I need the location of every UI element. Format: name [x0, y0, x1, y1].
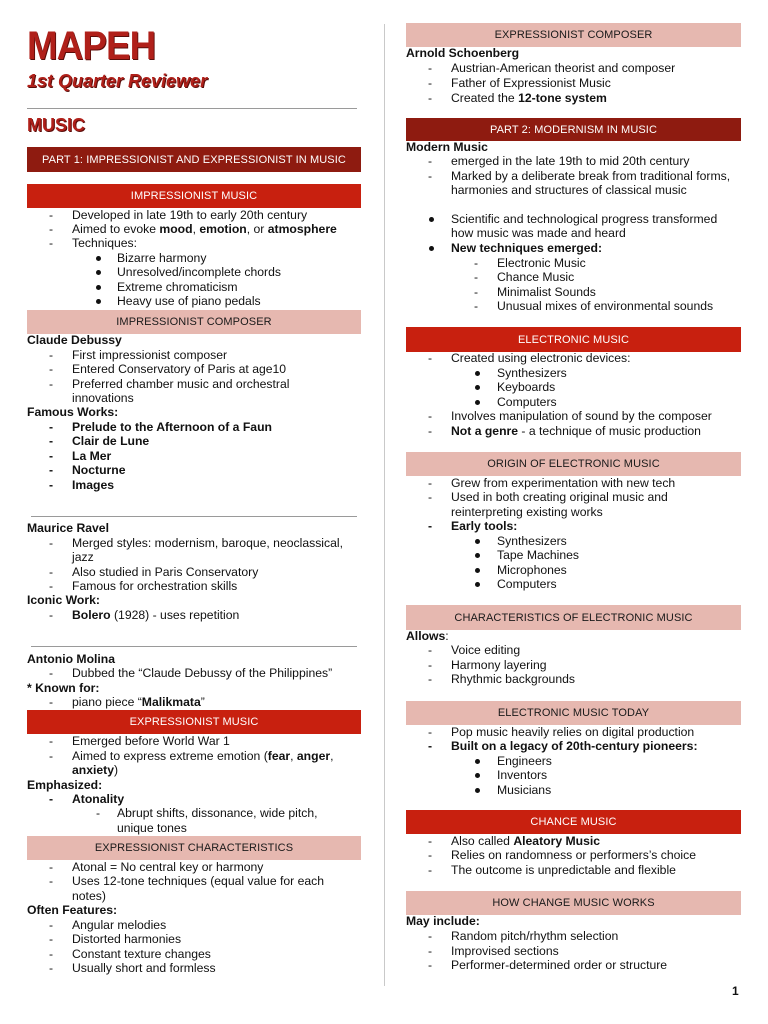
how-b1: Random pitch/rhythm selection	[451, 929, 619, 943]
electronic-b1: Created using electronic devices:	[451, 351, 631, 365]
technique-minimalist: Minimalist Sounds	[497, 285, 596, 299]
tool-1: Synthesizers	[497, 534, 567, 548]
impressionist-music-heading: IMPRESSIONIST MUSIC	[27, 184, 361, 208]
dash-bullet: -	[428, 944, 433, 958]
dash-bullet: -	[49, 918, 54, 932]
dash-bullet: -	[49, 932, 54, 946]
origin-heading: ORIGIN OF ELECTRONIC MUSIC	[406, 452, 741, 476]
dot-bullet	[429, 246, 434, 251]
dash-bullet: -	[49, 947, 54, 961]
divider-molina	[31, 646, 357, 647]
pioneer-2: Inventors	[497, 768, 548, 782]
dash-bullet: -	[428, 863, 433, 877]
dash-bullet: -	[428, 519, 433, 533]
chance-b2: Relies on randomness or performers’s choice	[451, 848, 696, 862]
work-4: Nocturne	[72, 463, 126, 477]
dash-bullet: -	[428, 929, 433, 943]
document-subtitle: 1st Quarter Reviewer	[27, 71, 208, 91]
impressionist-b1: Developed in late 19th to early 20th century	[72, 208, 308, 222]
dot-bullet	[96, 299, 101, 304]
dash-bullet: -	[49, 377, 54, 391]
dash-bullet: -	[428, 169, 433, 183]
today-b1: Pop music heavily relies on digital production	[451, 725, 695, 739]
modern-music-name: Modern Music	[406, 140, 488, 154]
dash-bullet: -	[49, 860, 54, 874]
dash-bullet: -	[49, 695, 54, 709]
emphasized-label: Emphasized:	[27, 778, 103, 792]
dot-bullet	[475, 773, 480, 778]
often-features-label: Often Features:	[27, 903, 118, 917]
dash-bullet: -	[474, 285, 479, 299]
electronic-music-heading: ELECTRONIC MUSIC	[406, 327, 741, 352]
dash-bullet: -	[49, 536, 54, 550]
dash-bullet: -	[428, 672, 433, 686]
technique-electronic: Electronic Music	[497, 256, 586, 270]
chance-b3: The outcome is unpredictable and flexible	[451, 863, 676, 877]
ravel-b3: Famous for orchestration skills	[72, 579, 238, 593]
impressionist-b2: Aimed to evoke mood, emotion, or atmosphere	[72, 222, 337, 236]
work-2: Clair de Lune	[72, 434, 150, 448]
allows-label: Allows:	[406, 629, 449, 643]
dash-bullet: -	[49, 874, 54, 888]
feature-1: Angular melodies	[72, 918, 167, 932]
dot-bullet	[475, 553, 480, 558]
pioneer-3: Musicians	[497, 783, 552, 797]
dash-bullet: -	[49, 463, 54, 477]
today-b2: Built on a legacy of 20th-century pioneers:	[451, 739, 698, 753]
dash-bullet: -	[49, 434, 54, 448]
dash-bullet: -	[428, 351, 433, 365]
debussy-b3b: innovations	[72, 391, 134, 405]
modern-b2a: Marked by a deliberate break from traditional forms,	[451, 169, 731, 183]
molina-b2: piano piece “Malikmata”	[72, 695, 205, 709]
allows-1: Voice editing	[451, 643, 521, 657]
dash-bullet: -	[49, 565, 54, 579]
dash-bullet: -	[474, 299, 479, 313]
allows-2: Harmony layering	[451, 658, 547, 672]
dash-bullet: -	[49, 579, 54, 593]
dash-bullet: -	[428, 154, 433, 168]
today-heading: ELECTRONIC MUSIC TODAY	[406, 701, 741, 725]
dash-bullet: -	[49, 478, 54, 492]
work-3: La Mer	[72, 449, 112, 463]
device-3: Computers	[497, 395, 557, 409]
schoenberg-b3: Created the 12-tone system	[451, 91, 607, 105]
part2-heading: PART 2: MODERNISM IN MUSIC	[406, 118, 741, 141]
molina-name: Antonio Molina	[27, 652, 116, 666]
dash-bullet: -	[428, 490, 433, 504]
dash-bullet: -	[428, 834, 433, 848]
dash-bullet: -	[428, 958, 433, 972]
dot-bullet	[429, 217, 434, 222]
how-chance-works-heading: HOW CHANGE MUSIC WORKS	[406, 891, 741, 915]
electronic-b2: Involves manipulation of sound by the composer	[451, 409, 712, 423]
how-b2: Improvised sections	[451, 944, 559, 958]
tool-3: Microphones	[497, 563, 567, 577]
dot-bullet	[475, 759, 480, 764]
dash-bullet: -	[428, 424, 433, 438]
document-title: MAPEH	[27, 24, 156, 68]
debussy-name: Claude Debussy	[27, 333, 122, 347]
dash-bullet: -	[49, 792, 54, 806]
dash-bullet: -	[49, 348, 54, 362]
known-for-label: * Known for:	[27, 681, 100, 695]
molina-b1: Dubbed the “Claude Debussy of the Philippines”	[72, 666, 333, 680]
dash-bullet: -	[49, 420, 54, 434]
dash-bullet: -	[428, 76, 433, 90]
famous-works-label: Famous Works:	[27, 405, 119, 419]
may-include-label: May include:	[406, 914, 480, 928]
technique-3: Extreme chromaticism	[117, 280, 238, 294]
atonality-sub-a: Abrupt shifts, dissonance, wide pitch,	[117, 806, 318, 820]
dash-bullet: -	[428, 61, 433, 75]
char-b1: Atonal = No central key or harmony	[72, 860, 264, 874]
dot-bullet	[96, 256, 101, 261]
chance-b1: Also called Aleatory Music	[451, 834, 601, 848]
dash-bullet: -	[49, 734, 54, 748]
device-1: Synthesizers	[497, 366, 567, 380]
how-b3: Performer-determined order or structure	[451, 958, 668, 972]
modern-c2: New techniques emerged:	[451, 241, 603, 255]
part1-heading: PART 1: IMPRESSIONIST AND EXPRESSIONIST IN MUSIC	[27, 147, 361, 172]
characteristics-heading: CHARACTERISTICS OF ELECTRONIC MUSIC	[406, 605, 741, 630]
origin-b3: Early tools:	[451, 519, 518, 533]
expressionist-b2: Aimed to express extreme emotion (fear, anger,	[72, 749, 334, 763]
dash-bullet: -	[428, 658, 433, 672]
dot-bullet	[96, 285, 101, 290]
dash-bullet: -	[49, 961, 54, 975]
debussy-b1: First impressionist composer	[72, 348, 228, 362]
tool-4: Computers	[497, 577, 557, 591]
dash-bullet: -	[428, 643, 433, 657]
expressionist-composer-heading: EXPRESSIONIST COMPOSER	[406, 23, 741, 47]
work-1: Prelude to the Afternoon of a Faun	[72, 420, 272, 434]
electronic-b3: Not a genre - a technique of music production	[451, 424, 701, 438]
char-b2a: Uses 12-tone techniques (equal value for each	[72, 874, 325, 888]
modern-b1: emerged in the late 19th to mid 20th century	[451, 154, 690, 168]
header-rule	[27, 108, 357, 109]
expressionist-b1: Emerged before World War 1	[72, 734, 230, 748]
technique-1: Bizarre harmony	[117, 251, 207, 265]
tool-2: Tape Machines	[497, 548, 579, 562]
allows-3: Rhythmic backgrounds	[451, 672, 575, 686]
char-b2b: notes)	[72, 889, 106, 903]
dash-bullet: -	[49, 749, 54, 763]
dot-bullet	[475, 568, 480, 573]
ravel-name: Maurice Ravel	[27, 521, 109, 535]
expressionist-b2-cont: anxiety)	[72, 763, 119, 777]
impressionist-b3: Techniques:	[72, 236, 138, 250]
origin-b2a: Used in both creating original music and	[451, 490, 668, 504]
dot-bullet	[475, 371, 480, 376]
dash-bullet: -	[428, 91, 433, 105]
page-number: 1	[732, 984, 739, 998]
modern-b2b: harmonies and structures of classical music	[451, 183, 687, 197]
technique-environmental: Unusual mixes of environmental sounds	[497, 299, 714, 313]
atonality: Atonality	[72, 792, 125, 806]
debussy-b3a: Preferred chamber music and orchestral	[72, 377, 290, 391]
column-divider	[384, 24, 385, 986]
modern-c1a: Scientific and technological progress transformed	[451, 212, 718, 226]
technique-4: Heavy use of piano pedals	[117, 294, 261, 308]
expressionist-characteristics-heading: EXPRESSIONIST CHARACTERISTICS	[27, 836, 361, 860]
dash-bullet: -	[428, 725, 433, 739]
schoenberg-b2: Father of Expressionist Music	[451, 76, 611, 90]
origin-b1: Grew from experimentation with new tech	[451, 476, 676, 490]
dash-bullet: -	[49, 608, 54, 622]
dot-bullet	[475, 400, 480, 405]
dash-bullet: -	[49, 208, 54, 222]
origin-b2b: reinterpreting existing works	[451, 505, 603, 519]
feature-3: Constant texture changes	[72, 947, 211, 961]
section-title: MUSIC	[27, 115, 85, 135]
atonality-sub-b: unique tones	[117, 821, 187, 835]
work-5: Images	[72, 478, 115, 492]
device-2: Keyboards	[497, 380, 556, 394]
dash-bullet: -	[474, 270, 479, 284]
dash-bullet: -	[49, 362, 54, 376]
dash-bullet: -	[474, 256, 479, 270]
modern-c1b: how music was made and heard	[451, 226, 626, 240]
ravel-b2: Also studied in Paris Conservatory	[72, 565, 259, 579]
expressionist-music-heading: EXPRESSIONIST MUSIC	[27, 710, 361, 734]
feature-2: Distorted harmonies	[72, 932, 182, 946]
dash-bullet: -	[49, 236, 54, 250]
schoenberg-name: Arnold Schoenberg	[406, 46, 520, 60]
impressionist-composer-heading: IMPRESSIONIST COMPOSER	[27, 310, 361, 334]
debussy-b2: Entered Conservatory of Paris at age10	[72, 362, 287, 376]
dash-bullet: -	[96, 806, 101, 820]
dot-bullet	[96, 270, 101, 275]
divider-ravel	[31, 516, 357, 517]
dash-bullet: -	[49, 449, 54, 463]
feature-4: Usually short and formless	[72, 961, 216, 975]
ravel-b1a: Merged styles: modernism, baroque, neoclassical,	[72, 536, 343, 550]
dot-bullet	[475, 385, 480, 390]
dot-bullet	[475, 788, 480, 793]
dash-bullet: -	[49, 222, 54, 236]
chance-music-heading: CHANCE MUSIC	[406, 810, 741, 834]
dash-bullet: -	[428, 739, 433, 753]
technique-2: Unresolved/incomplete chords	[117, 265, 281, 279]
dash-bullet: -	[428, 848, 433, 862]
dot-bullet	[475, 539, 480, 544]
dot-bullet	[475, 582, 480, 587]
ravel-b1b: jazz	[72, 550, 94, 564]
dash-bullet: -	[49, 666, 54, 680]
ravel-work: Bolero (1928) - uses repetition	[72, 608, 240, 622]
iconic-work-label: Iconic Work:	[27, 593, 100, 607]
technique-chance: Chance Music	[497, 270, 575, 284]
pioneer-1: Engineers	[497, 754, 552, 768]
schoenberg-b1: Austrian-American theorist and composer	[451, 61, 676, 75]
dash-bullet: -	[428, 409, 433, 423]
dash-bullet: -	[428, 476, 433, 490]
